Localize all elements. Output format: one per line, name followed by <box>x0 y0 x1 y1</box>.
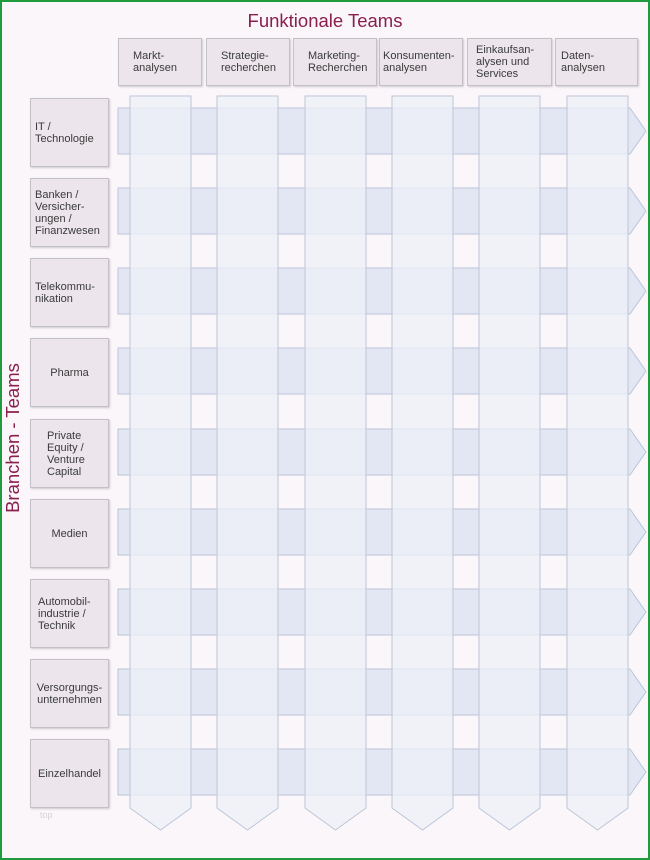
row-header-einzelhandel: Einzelhandel <box>30 739 109 808</box>
column-arrow-2 <box>217 96 278 830</box>
column-arrow-6 <box>567 96 628 830</box>
column-header-konsumentenanalysen: Konsumenten- analysen <box>379 38 463 86</box>
row-header-telekommunikation: Telekommu- nikation <box>30 258 109 327</box>
row-header-automobilindustrie: Automobil- industrie / Technik <box>30 579 109 648</box>
column-header-strategierecherchen: Strategie- recherchen <box>206 38 290 86</box>
column-arrow-5 <box>479 96 540 830</box>
column-arrow-1 <box>130 96 191 830</box>
row-header-it-technologie: IT / Technologie <box>30 98 109 167</box>
column-arrow-4 <box>392 96 453 830</box>
side-title: Branchen - Teams <box>2 363 23 513</box>
row-header-private-equity: Private Equity / Venture Capital <box>30 419 109 488</box>
column-header-marktanalysen: Markt- analysen <box>118 38 202 86</box>
row-header-banken-finanzwesen: Banken / Versicher- ungen / Finanzwesen <box>30 178 109 247</box>
footer-watermark: top <box>40 810 53 820</box>
diagram-title: Funktionale Teams <box>247 10 403 31</box>
row-header-pharma: Pharma <box>30 338 109 407</box>
row-header-versorgungsunternehmen: Versorgungs- unternehmen <box>30 659 109 728</box>
column-header-marketing-recherchen: Marketing- Recherchen <box>293 38 377 86</box>
column-header-datenanalysen: Daten- analysen <box>555 38 638 86</box>
row-header-medien: Medien <box>30 499 109 568</box>
column-header-einkaufsanalysen: Einkaufsan- alysen und Services <box>467 38 552 86</box>
column-arrow-3 <box>305 96 366 830</box>
